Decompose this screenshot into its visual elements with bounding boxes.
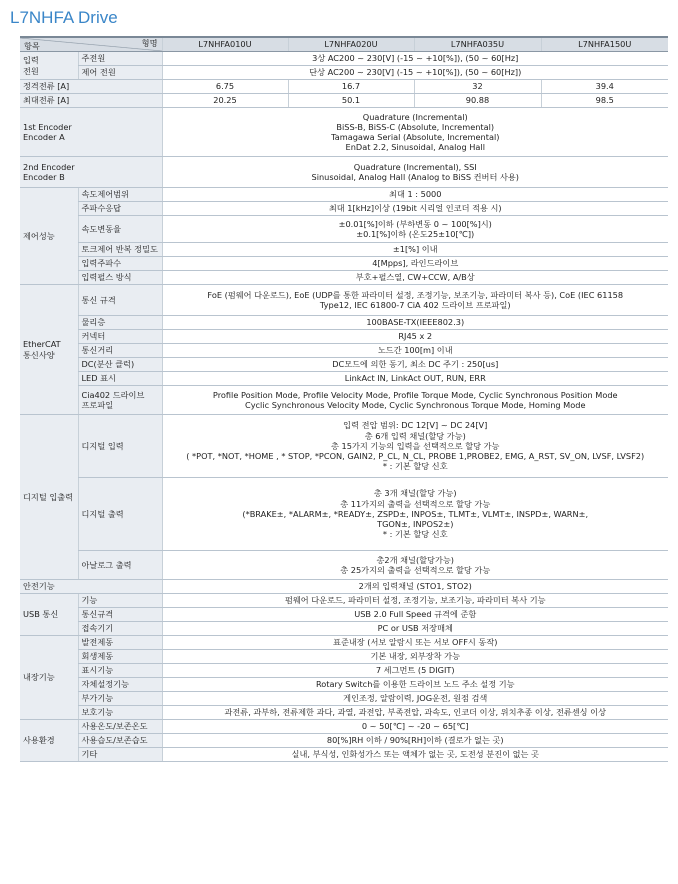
row-value: 0 ~ 50[℃] ~ -20 ~ 65[℃] — [162, 720, 668, 734]
table-row — [20, 94, 668, 108]
row-label: DC(분산 클럭) — [78, 358, 162, 372]
table-row — [20, 316, 668, 330]
table-row — [20, 678, 668, 692]
row-value: 20.25 — [162, 94, 288, 108]
table-row — [20, 692, 668, 706]
row-value: 3상 AC200 ~ 230[V] (-15 ~ +10[%]), (50 ~ 60[Hz] — [162, 52, 668, 66]
page-title: L7NHFA Drive — [10, 8, 118, 27]
table-row — [20, 594, 668, 608]
row-value: DC모드에 의한 동기, 최소 DC 주기 : 250[us] — [162, 358, 668, 372]
row-value: 과전류, 과부하, 전류제한 과다, 과열, 과전압, 부족전압, 과속도, 인코더 이상, 위치추종 이상, 전류센싱 이상 — [162, 706, 668, 720]
row-value: LinkAct IN, LinkAct OUT, RUN, ERR — [162, 372, 668, 386]
table-row — [20, 415, 668, 478]
row-value: 펌웨어 다운로드, 파라미터 설정, 조정기능, 보조기능, 파라미터 복사 기능 — [162, 594, 668, 608]
model-header: L7NHFA035U — [414, 37, 541, 52]
row-label: 발전제동 — [78, 636, 162, 650]
row-label: 디지털 입력 — [78, 415, 162, 478]
table-row — [20, 580, 668, 594]
row-label: 통신규격 — [78, 608, 162, 622]
row-label: 정격전류 [A] — [20, 80, 162, 94]
table-row — [20, 622, 668, 636]
row-value: 90.88 — [414, 94, 541, 108]
table-row — [20, 330, 668, 344]
row-value: 최대 1 : 5000 — [162, 188, 668, 202]
row-label: 속도제어범위 — [78, 188, 162, 202]
table-row — [20, 243, 668, 257]
header-diagonal-cell — [20, 38, 162, 51]
row-value: 부호+펄스열, CW+CCW, A/B상 — [162, 271, 668, 285]
table-row — [20, 386, 668, 415]
row-value: 98.5 — [541, 94, 668, 108]
row-value: USB 2.0 Full Speed 규격에 준함 — [162, 608, 668, 622]
table-row — [20, 157, 668, 188]
row-value: 16.7 — [288, 80, 414, 94]
spec-table — [20, 36, 668, 762]
table-row — [20, 664, 668, 678]
row-value: 80[%]RH 이하 / 90%[RH]이하 (결로가 없는 곳) — [162, 734, 668, 748]
table-row — [20, 202, 668, 216]
row-label: 최대전류 [A] — [20, 94, 162, 108]
row-label: 기타 — [78, 748, 162, 762]
row-label: 아날로그 출력 — [78, 551, 162, 580]
row-label: 부가기능 — [78, 692, 162, 706]
row-value: Quadrature (Incremental), SSI Sinusoidal, Analog Hall (Analog to BiSS 컨버터 사용) — [162, 157, 668, 188]
row-label: 주전원 — [78, 52, 162, 66]
row-value: 게인조정, 알람이력, JOG운전, 원점 검색 — [162, 692, 668, 706]
row-value: 노드간 100[m] 이내 — [162, 344, 668, 358]
table-row — [20, 551, 668, 580]
row-label: 토크제어 반복 정밀도 — [78, 243, 162, 257]
row-label: 2nd Encoder Encoder B — [20, 157, 162, 188]
row-value: 최대 1[kHz]이상 (19bit 시리얼 인코더 적용 시) — [162, 202, 668, 216]
row-value: ±1[%] 이내 — [162, 243, 668, 257]
row-label: 물리층 — [78, 316, 162, 330]
row-label: 입력펄스 방식 — [78, 271, 162, 285]
row-value: PC or USB 저장매체 — [162, 622, 668, 636]
row-value: 단상 AC200 ~ 230[V] (-15 ~ +10[%]), (50 ~ 60[Hz]) — [162, 66, 668, 80]
table-row — [20, 372, 668, 386]
row-value: Quadrature (Incremental) BiSS-B, BiSS-C (Absolute, Incremental) Tamagawa Serial (Absolute, Incremental) EnDat 2.2, Sinusoidal, Analog Hall — [162, 108, 668, 157]
group-label-digital-io: 디지털 입출력 — [20, 415, 78, 580]
table-row — [20, 720, 668, 734]
model-header: L7NHFA150U — [541, 37, 668, 52]
group-label-ethercat: EtherCAT 통신사양 — [20, 285, 78, 415]
row-value: 기본 내장, 외부장착 가능 — [162, 650, 668, 664]
row-label: 커넥터 — [78, 330, 162, 344]
table-row — [20, 108, 668, 157]
row-value: 4[Mpps], 라인드라이브 — [162, 257, 668, 271]
row-value: ±0.01[%]이하 (부하변동 0 ~ 100[%]시) ±0.1[%]이하 (온도25±10[℃]) — [162, 216, 668, 243]
row-value: Profile Position Mode, Profile Velocity Mode, Profile Torque Mode, Cyclic Synchronous Position Mode Cyclic Synchronous Velocity Mode, Cyclic Synchronous Torque Mode, Homing Mode — [162, 386, 668, 415]
model-header: L7NHFA010U — [162, 37, 288, 52]
row-label: 제어 전원 — [78, 66, 162, 80]
table-row — [20, 257, 668, 271]
row-label: 사용습도/보존습도 — [78, 734, 162, 748]
row-label: 보호기능 — [78, 706, 162, 720]
row-value: 6.75 — [162, 80, 288, 94]
row-value: 100BASE-TX(IEEE802.3) — [162, 316, 668, 330]
row-label: 회생제동 — [78, 650, 162, 664]
table-row — [20, 216, 668, 243]
table-row — [20, 52, 668, 66]
table-row — [20, 344, 668, 358]
row-label: 사용온도/보존온도 — [78, 720, 162, 734]
table-row — [20, 734, 668, 748]
row-value: 7 세그먼트 (5 DIGIT) — [162, 664, 668, 678]
row-value: 실내, 부식성, 인화성가스 또는 액체가 없는 곳, 도전성 분진이 없는 곳 — [162, 748, 668, 762]
table-row — [20, 636, 668, 650]
model-header: L7NHFA020U — [288, 37, 414, 52]
row-value: RJ45 x 2 — [162, 330, 668, 344]
table-row — [20, 650, 668, 664]
table-row — [20, 285, 668, 316]
row-label: 통신거리 — [78, 344, 162, 358]
row-value: FoE (펌웨어 다운로드), EoE (UDP를 통한 파라미터 설정, 조정기능, 보조기능, 파라미터 복사 등), CoE (IEC 61158 Type12, IEC 61800-7 CiA 402 드라이브 프로파일) — [162, 285, 668, 316]
row-value: 32 — [414, 80, 541, 94]
header-model-label: 형명 — [141, 38, 158, 48]
row-value: 2개의 입력채널 (STO1, STO2) — [162, 580, 668, 594]
table-row — [20, 478, 668, 551]
row-label: 접속기기 — [78, 622, 162, 636]
row-label: 자체설정기능 — [78, 678, 162, 692]
row-label: 안전기능 — [20, 580, 162, 594]
row-value: 총 3개 채널(할당 가능) 총 11가지의 출력을 선택적으로 할당 가능 (*BRAKE±, *ALARM±, *READY±, ZSPD±, INPOS±, TLMT±, VLMT±, INSPD±, WARN±, TGON±, INPOS2±) * : 기본 할당 신호 — [162, 478, 668, 551]
row-label: 표시기능 — [78, 664, 162, 678]
table-row — [20, 706, 668, 720]
row-label: 속도변동율 — [78, 216, 162, 243]
row-label: 디지털 출력 — [78, 478, 162, 551]
table-row — [20, 188, 668, 202]
table-row — [20, 748, 668, 762]
table-row — [20, 271, 668, 285]
row-label: 주파수응답 — [78, 202, 162, 216]
row-label: 통신 규격 — [78, 285, 162, 316]
row-value: 39.4 — [541, 80, 668, 94]
table-row — [20, 80, 668, 94]
row-value: Rotary Switch를 이용한 드라이브 노드 주소 설정 기능 — [162, 678, 668, 692]
row-label: 기능 — [78, 594, 162, 608]
table-row — [20, 608, 668, 622]
row-label: 1st Encoder Encoder A — [20, 108, 162, 157]
row-label: Cia402 드라이브 프로파일 — [78, 386, 162, 415]
group-label-usb: USB 통신 — [20, 594, 78, 636]
group-label-control: 제어성능 — [20, 188, 78, 285]
group-label-builtin: 내장기능 — [20, 636, 78, 720]
group-label-power: 입력 전원 — [20, 52, 78, 80]
row-value: 입력 전압 범위: DC 12[V] ~ DC 24[V] 총 6개 입력 채널(할당 가능) 총 15가지 기능의 입력을 선택적으로 할당 가능 ( *POT, *NOT, *HOME , * STOP, *PCON, GAIN2, P_CL, N_CL, PROBE 1,PROBE2, EMG, A_RST, SV_ON, LVSF, LVSF2) * : 기본 할당 신호 — [162, 415, 668, 478]
header-item-label: 항목 — [24, 40, 40, 51]
row-value: 총2개 채널(할당가능) 총 25가지의 출력을 선택적으로 할당 가능 — [162, 551, 668, 580]
table-row — [20, 358, 668, 372]
row-value: 50.1 — [288, 94, 414, 108]
row-value: 표준내장 (서보 알람시 또는 서보 OFF시 동작) — [162, 636, 668, 650]
row-label: LED 표시 — [78, 372, 162, 386]
table-row — [20, 66, 668, 80]
group-label-environment: 사용환경 — [20, 720, 78, 762]
header-row — [20, 37, 668, 52]
row-label: 입력주파수 — [78, 257, 162, 271]
